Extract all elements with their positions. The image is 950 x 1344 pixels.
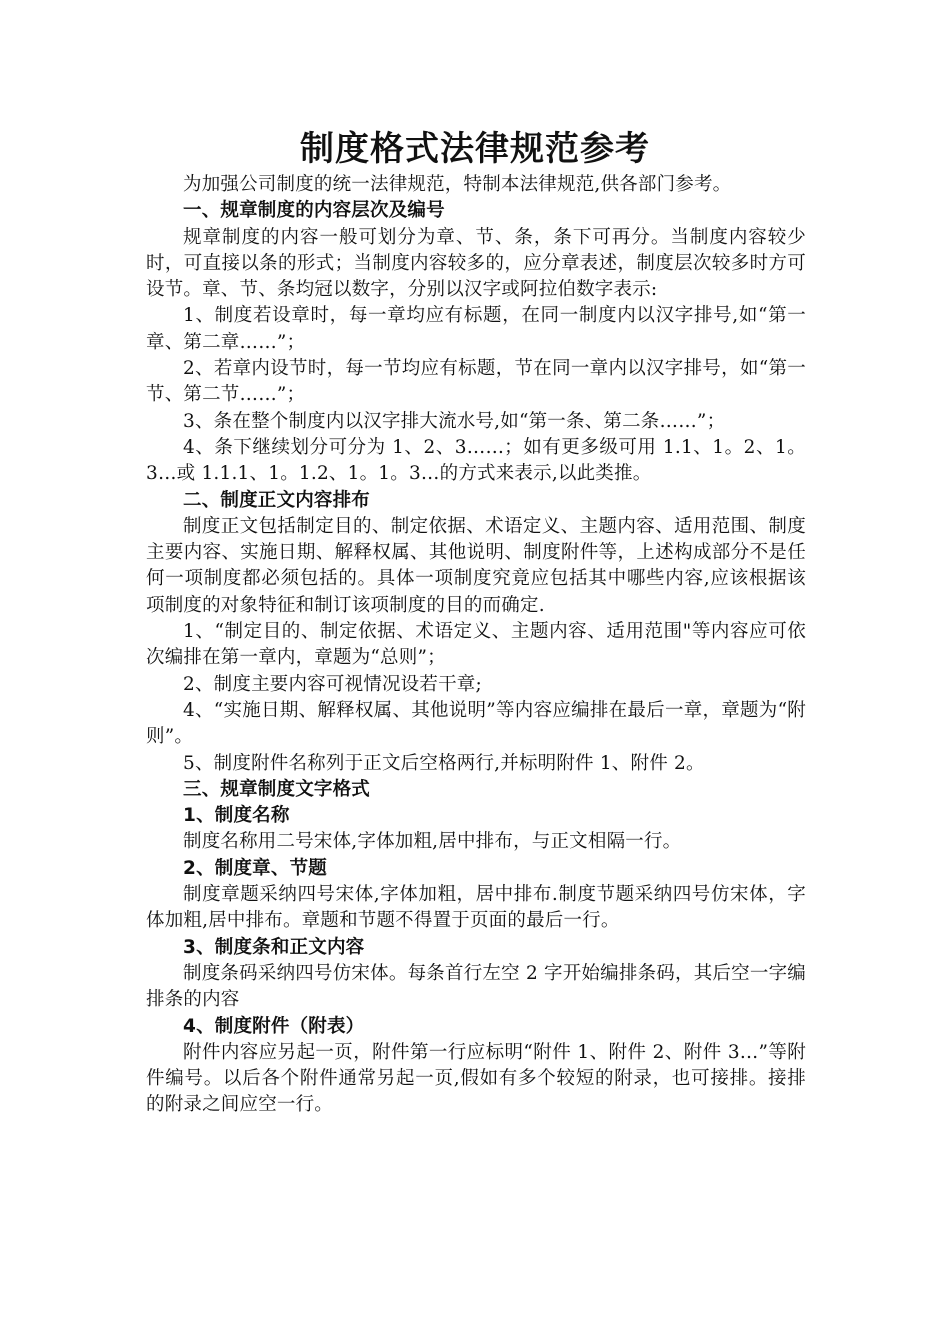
subsection-heading: 2、制度章、节题 — [183, 857, 327, 879]
subsection-heading: 1、制度名称 — [183, 805, 290, 827]
body-paragraph: 制度章题采纳四号宋体,字体加粗，居中排布.制度节题采纳四号仿宋体，字体加粗,居中排布。章题和节题不得置于页面的最后一行。 — [146, 884, 806, 932]
body-paragraph: 制度正文包括制定目的、制定依据、术语定义、主题内容、适用范围、制度主要内容、实施日期、解释权属、其他说明、制度附件等，上述构成部分不是任何一项制度都必须包括的。具体一项制度究竟应包括其中哪些内容,应该根据该项制度的对象特征和制订该项制度的目的而确定. — [146, 515, 806, 616]
list-item: 4、“实施日期、解释权属、其他说明”等内容应编排在最后一章，章题为“附则”。 — [146, 699, 806, 748]
document-title: 制度格式法律规范参考 — [300, 129, 650, 169]
list-item: 3、条在整个制度内以汉字排大流水号,如“第一条、第二条……”； — [183, 410, 726, 432]
subsection-heading: 3、制度条和正文内容 — [183, 936, 365, 958]
list-item: 2、制度主要内容可视情况设若干章; — [183, 673, 482, 695]
list-item: 2、若章内设节时，每一节均应有标题，节在同一章内以汉字排号，如“第一节、第二节……”； — [146, 358, 806, 406]
list-item: 4、条下继续划分可分为 1、2、3……；如有更多级可用 1.1、1。2、1。3…或 1.1.1、1。1.2、1。1。3…的方式来表示,以此类推。 — [146, 436, 806, 485]
body-paragraph: 规章制度的内容一般可划分为章、节、条，条下可再分。当制度内容较少时，可直接以条的形式；当制度内容较多的，应分章表述，制度层次较多时方可设节。章、节、条均冠以数字，分别以汉字或阿拉伯数字表示: — [146, 226, 806, 301]
document-body — [146, 172, 806, 1119]
body-paragraph: 附件内容应另起一页，附件第一行应标明“附件 1、附件 2、附件 3…”等附件编号。以后各个附件通常另起一页,假如有多个较短的附录，也可接排。接排的附录之间应空一行。 — [146, 1041, 806, 1116]
section-heading: 一、规章制度的内容层次及编号 — [183, 200, 445, 222]
body-paragraph: 制度条码采纳四号仿宋体。每条首行左空 2 字开始编排条码，其后空一字编排条的内容 — [146, 962, 806, 1011]
intro-paragraph: 为加强公司制度的统一法律规范，特制本法律规范,供各部门参考。 — [183, 174, 732, 195]
section-heading: 二、制度正文内容排布 — [183, 489, 371, 511]
list-item: 1、制度若设章时，每一章均应有标题，在同一制度内以汉字排号,如“第一章、第二章……”； — [146, 305, 806, 353]
list-item: 1、“制定目的、制定依据、术语定义、主题内容、适用范围"等内容应可依次编排在第一章内，章题为“总则”； — [146, 621, 806, 669]
body-paragraph: 制度名称用二号宋体,字体加粗,居中排布，与正文相隔一行。 — [183, 831, 682, 853]
list-item: 5、制度附件名称列于正文后空格两行,并标明附件 1、附件 2。 — [183, 752, 705, 774]
section-heading: 三、规章制度文字格式 — [183, 778, 371, 800]
subsection-heading: 4、制度附件（附表） — [183, 1015, 365, 1037]
